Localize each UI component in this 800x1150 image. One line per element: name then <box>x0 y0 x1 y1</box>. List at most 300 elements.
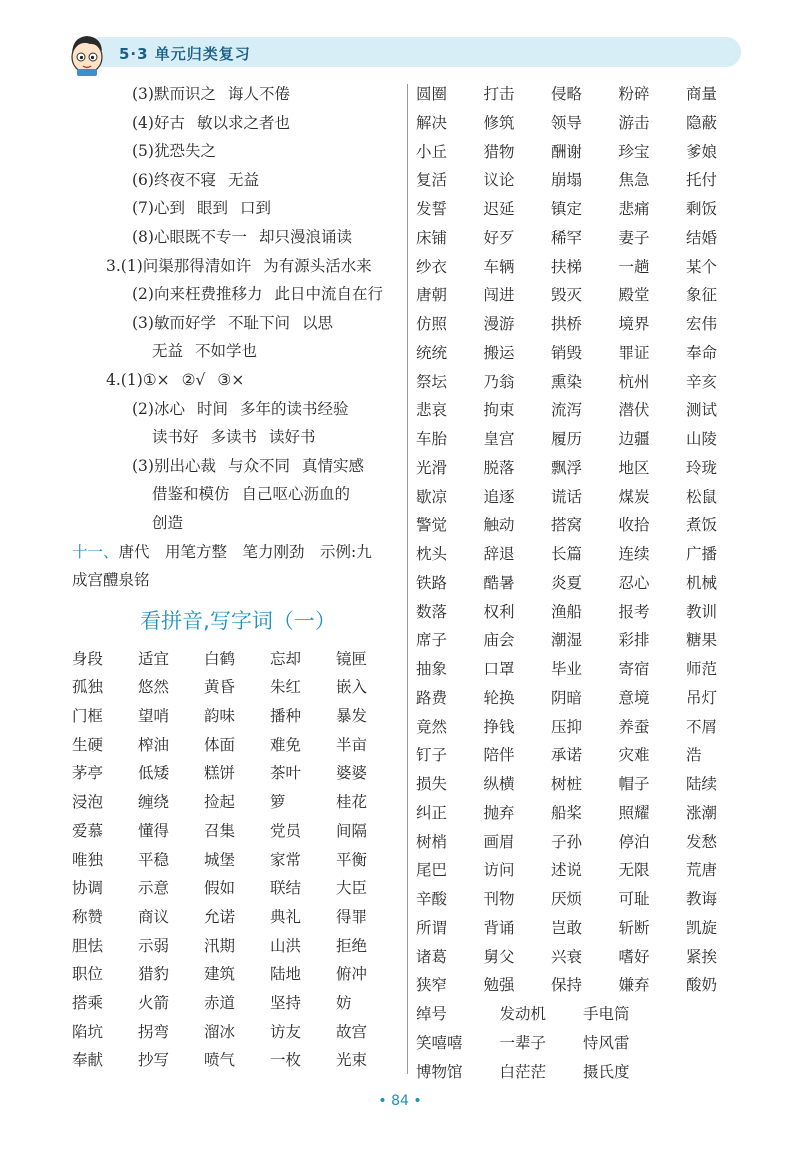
word-item: 婆婆 <box>336 764 368 783</box>
word-item: 榨油 <box>138 735 170 754</box>
word-item: 凯旋 <box>686 918 718 937</box>
word-item: 毕业 <box>551 660 583 678</box>
word-item: 背诵 <box>483 918 515 937</box>
word-item: 拒绝 <box>336 936 368 955</box>
answer-line <box>72 509 404 538</box>
column-divider <box>407 84 408 1074</box>
word-row <box>72 645 404 674</box>
word-item: 教训 <box>686 602 718 621</box>
word-item: 议论 <box>483 171 515 190</box>
word-item: 抽象 <box>416 660 448 678</box>
word-row <box>416 511 756 540</box>
word-item: 岂敢 <box>551 918 583 937</box>
answer-part: (7)心到 <box>132 199 185 218</box>
answer-part: (6)终夜不寝 <box>132 170 216 189</box>
answer-part: ②√ <box>181 370 206 389</box>
word-item: 路费 <box>416 688 448 707</box>
word-item: 得罪 <box>336 907 368 926</box>
word-item: 镇定 <box>551 200 583 218</box>
answer-line <box>72 337 404 366</box>
word-item: 陆地 <box>270 965 302 984</box>
word-item: 潮湿 <box>551 631 583 650</box>
word-item: 箩 <box>270 793 286 812</box>
answer-part: 创造 <box>152 513 184 532</box>
word-row <box>416 425 756 454</box>
word-item: 恃风雷 <box>583 1033 630 1052</box>
word-item: 停泊 <box>618 832 650 851</box>
word-item: 浩 <box>686 746 702 765</box>
word-item: 发动机 <box>499 1005 547 1023</box>
answer-part: 3.(1)问渠那得清如许 <box>106 256 252 275</box>
word-item: 皇宫 <box>483 430 515 448</box>
word-item: 喷气 <box>204 1051 236 1070</box>
word-item: 斩断 <box>618 918 650 937</box>
word-row <box>416 339 756 368</box>
word-item: 溜冰 <box>204 1022 236 1041</box>
word-item: 权利 <box>483 602 515 621</box>
answer-part: 多年的读书经验 <box>239 399 349 418</box>
answer-line <box>72 309 404 338</box>
word-item: 孤独 <box>72 678 104 697</box>
left-column <box>72 80 404 1075</box>
word-item: 猎豹 <box>138 965 170 984</box>
word-item: 床铺 <box>416 228 448 247</box>
word-item: 故宫 <box>336 1022 368 1041</box>
word-item: 联结 <box>270 879 302 898</box>
word-item: 悲哀 <box>416 401 448 420</box>
answer-part: 读好书 <box>269 428 316 447</box>
word-item: 统统 <box>416 343 448 362</box>
word-item: 适宜 <box>138 649 170 668</box>
word-item: 帽子 <box>618 775 650 793</box>
word-item: 漫游 <box>483 315 515 333</box>
word-item: 妻子 <box>618 228 650 247</box>
word-item: 拘束 <box>483 401 515 420</box>
word-item: 口罩 <box>483 660 515 678</box>
word-row <box>416 138 756 167</box>
word-item: 假如 <box>204 879 236 898</box>
word-item: 轮换 <box>483 688 515 707</box>
word-item: 允诺 <box>204 907 236 926</box>
word-item: 火箭 <box>138 993 170 1012</box>
answer-part: 无益 <box>152 342 184 361</box>
header-title: 5·3 单元归类复习 <box>119 45 251 63</box>
word-item: 陆续 <box>686 775 718 793</box>
word-item: 压抑 <box>551 717 583 736</box>
word-item: 隐蔽 <box>686 113 718 132</box>
answer-part: 无益 <box>227 170 259 189</box>
word-item: 游击 <box>618 113 650 132</box>
word-item: 发誓 <box>416 200 448 218</box>
word-item: 难免 <box>270 735 302 754</box>
word-row <box>416 799 756 828</box>
section-11-text-1: 唐代 用笔方整 笔力刚劲 示例:九 <box>118 542 372 561</box>
word-item: 建筑 <box>204 965 236 984</box>
word-item: 收拾 <box>618 516 650 535</box>
word-item: 照耀 <box>618 803 650 822</box>
answer-part: (8)心眼既不专一 <box>132 227 247 246</box>
word-item: 协调 <box>72 879 104 898</box>
word-item: 平稳 <box>138 850 170 869</box>
section-11-text-2: 成宫醴泉铭 <box>72 571 150 590</box>
word-item: 一辈子 <box>499 1033 547 1052</box>
answer-part: 以思 <box>301 313 333 332</box>
answer-part: (2)向来枉费推移力 <box>132 285 263 304</box>
word-item: 焦急 <box>618 171 650 190</box>
word-item: 唐朝 <box>416 286 448 305</box>
word-row <box>72 702 404 731</box>
word-row <box>416 971 756 1000</box>
answer-part: 读书好 <box>152 428 199 447</box>
answer-part: 眼到 <box>196 199 228 218</box>
word-item: 涨潮 <box>686 803 718 822</box>
word-item: 子孙 <box>551 832 583 851</box>
word-item: 抄写 <box>138 1051 170 1070</box>
word-item: 灾难 <box>618 746 650 765</box>
word-item: 间隔 <box>336 821 368 840</box>
word-item: 尾巴 <box>416 861 448 880</box>
word-item: 嫌弃 <box>618 976 650 995</box>
word-item: 忍心 <box>618 573 650 592</box>
word-item: 胆怯 <box>72 936 104 955</box>
word-item: 城堡 <box>204 850 236 869</box>
word-item: 低矮 <box>138 764 170 783</box>
word-item: 发愁 <box>686 832 718 851</box>
word-item: 嗜好 <box>618 947 650 966</box>
word-item: 韵味 <box>204 707 236 726</box>
word-item: 境界 <box>618 315 650 333</box>
word-row <box>416 454 756 483</box>
word-item: 不屑 <box>686 717 718 736</box>
answer-part: 敏以求之者也 <box>196 113 290 132</box>
answer-part: (3)敏而好学 <box>132 313 216 332</box>
word-item: 勉强 <box>483 976 515 995</box>
word-row <box>416 224 756 253</box>
word-row <box>72 817 404 846</box>
word-row <box>416 914 756 943</box>
word-item: 辛亥 <box>686 372 718 391</box>
word-item: 刊物 <box>483 890 515 908</box>
word-item: 好歹 <box>483 228 515 247</box>
word-item: 煤炭 <box>618 487 650 506</box>
word-item: 朱红 <box>270 678 302 697</box>
word-item: 平衡 <box>336 850 368 869</box>
word-item: 忘却 <box>270 649 302 668</box>
word-item: 履历 <box>551 430 583 448</box>
section-title: 看拼音,写字词（一） <box>140 608 336 633</box>
page-number: • 84 • <box>378 1093 422 1109</box>
word-item: 门框 <box>72 707 104 726</box>
word-item: 机械 <box>686 573 718 592</box>
word-item: 追逐 <box>483 487 515 506</box>
word-item: 阴暗 <box>551 688 583 707</box>
word-row <box>416 943 756 972</box>
word-item: 俯冲 <box>336 965 368 984</box>
word-item: 保持 <box>551 976 583 995</box>
word-item: 白茫茫 <box>499 1062 547 1081</box>
word-row <box>416 368 756 397</box>
word-item: 纵横 <box>483 775 515 793</box>
word-item: 半亩 <box>336 735 368 754</box>
word-item: 谎话 <box>551 487 583 506</box>
word-item: 搭乘 <box>72 993 104 1012</box>
word-item: 彩排 <box>618 631 650 650</box>
word-item: 枕头 <box>416 545 448 563</box>
word-row <box>416 1000 756 1029</box>
answer-line <box>72 280 404 309</box>
answer-part: 多读书 <box>210 428 258 447</box>
word-item: 连续 <box>618 545 650 563</box>
word-row <box>416 253 756 282</box>
word-item: 仿照 <box>416 315 448 333</box>
word-item: 拱桥 <box>551 315 583 333</box>
word-item: 陪伴 <box>483 746 515 765</box>
answer-line <box>72 223 404 252</box>
answer-part: (4)好古 <box>132 113 185 132</box>
word-item: 厌烦 <box>551 890 583 908</box>
word-item: 博物馆 <box>416 1062 463 1081</box>
word-item: 所谓 <box>416 918 448 937</box>
answer-part: 不如学也 <box>195 342 258 361</box>
word-item: 酬谢 <box>551 142 583 161</box>
word-item: 奉命 <box>686 343 718 362</box>
word-item: 边疆 <box>618 430 650 448</box>
word-item: 镜匣 <box>336 649 368 668</box>
word-item: 爹娘 <box>686 142 718 161</box>
word-item: 狭窄 <box>416 976 448 995</box>
word-item: 茅亭 <box>72 764 104 783</box>
word-item: 流泻 <box>551 401 583 420</box>
word-item: 渔船 <box>551 602 583 621</box>
word-item: 示弱 <box>138 936 170 955</box>
answer-line <box>72 109 404 138</box>
word-item: 暴发 <box>336 707 368 726</box>
section-11-line-2 <box>72 566 404 595</box>
word-item: 生硬 <box>72 735 104 754</box>
word-item: 数落 <box>416 602 448 621</box>
word-item: 访问 <box>483 861 515 880</box>
answer-part: ③× <box>217 370 245 389</box>
word-item: 珍宝 <box>618 142 650 161</box>
answer-line <box>72 423 404 452</box>
word-item: 抛弃 <box>483 803 515 822</box>
word-row <box>72 759 404 788</box>
word-row <box>416 626 756 655</box>
word-row <box>72 1046 404 1075</box>
word-item: 懂得 <box>138 821 170 840</box>
word-item: 粉碎 <box>618 85 650 103</box>
word-item: 画眉 <box>483 832 515 851</box>
word-row <box>72 846 404 875</box>
answer-part: 不耻下问 <box>227 313 290 332</box>
word-item: 纱衣 <box>416 257 448 276</box>
word-item: 铁路 <box>416 573 448 592</box>
word-item: 师范 <box>686 660 718 678</box>
word-item: 修筑 <box>483 113 515 132</box>
word-item: 侵略 <box>551 85 583 103</box>
answer-list <box>72 80 404 538</box>
word-item: 唯独 <box>72 850 104 869</box>
word-item: 长篇 <box>551 545 583 563</box>
word-item: 稀罕 <box>551 228 583 247</box>
answer-part: (5)犹恐失之 <box>132 142 216 161</box>
word-row <box>416 109 756 138</box>
word-item: 广播 <box>686 545 718 563</box>
word-item: 家常 <box>270 850 302 869</box>
word-row <box>72 874 404 903</box>
word-item: 某个 <box>686 257 718 276</box>
section-11-line-1 <box>72 538 404 567</box>
word-row <box>416 598 756 627</box>
word-row <box>416 80 756 109</box>
word-item: 紧挨 <box>686 947 718 966</box>
answer-part: 口到 <box>239 199 271 218</box>
word-item: 席子 <box>416 631 448 650</box>
word-item: 糕饼 <box>204 764 236 783</box>
word-item: 桂花 <box>336 793 368 812</box>
word-item: 警觉 <box>416 516 448 535</box>
word-row <box>416 885 756 914</box>
answer-line <box>72 395 404 424</box>
word-row <box>416 195 756 224</box>
word-row <box>416 713 756 742</box>
answer-part: 与众不同 <box>227 456 290 475</box>
word-item: 飘浮 <box>551 458 583 477</box>
word-item: 体面 <box>204 735 236 754</box>
word-item: 无限 <box>618 861 650 880</box>
word-row <box>72 731 404 760</box>
word-item: 钉子 <box>416 746 448 765</box>
word-item: 酷暑 <box>483 573 515 592</box>
word-item: 测试 <box>686 401 718 420</box>
word-item: 捡起 <box>204 793 236 812</box>
word-item: 树桩 <box>551 775 583 793</box>
word-item: 脱落 <box>483 458 515 477</box>
word-item: 称赞 <box>72 907 104 926</box>
word-item: 典礼 <box>270 907 302 926</box>
answer-part: 自己呕心沥血的 <box>241 485 351 504</box>
word-item: 望哨 <box>138 707 170 726</box>
word-item: 光滑 <box>416 458 448 477</box>
word-item: 打击 <box>483 85 515 103</box>
word-item: 船桨 <box>551 803 583 822</box>
word-item: 复活 <box>416 171 448 190</box>
word-item: 竟然 <box>416 717 448 736</box>
word-item: 酸奶 <box>686 976 718 995</box>
answer-line <box>72 80 404 109</box>
word-item: 教诲 <box>686 890 718 908</box>
word-row <box>72 788 404 817</box>
word-item: 党员 <box>270 821 302 840</box>
word-row <box>416 1029 756 1058</box>
answer-part: 真情实感 <box>301 456 364 475</box>
word-item: 潜伏 <box>618 401 650 420</box>
answer-line <box>72 366 404 395</box>
answer-part: 此日中流自在行 <box>274 285 383 304</box>
word-item: 可耻 <box>618 890 650 908</box>
word-item: 意境 <box>618 688 650 707</box>
word-item: 陷坑 <box>72 1022 104 1041</box>
word-item: 坚持 <box>270 993 302 1012</box>
word-item: 歇凉 <box>416 487 448 506</box>
word-item: 茶叶 <box>270 764 302 783</box>
word-item: 摄氏度 <box>583 1062 630 1081</box>
word-row <box>416 396 756 425</box>
word-item: 召集 <box>204 821 236 840</box>
answer-line <box>72 137 404 166</box>
word-item: 损失 <box>416 775 448 793</box>
word-item: 车辆 <box>483 257 515 276</box>
word-item: 小丘 <box>416 142 448 161</box>
word-item: 罪证 <box>618 343 650 362</box>
word-item: 身段 <box>72 649 104 668</box>
word-item: 熏染 <box>551 372 583 391</box>
word-item: 毁灭 <box>551 286 583 305</box>
word-item: 嵌入 <box>336 678 368 697</box>
answer-part: 4.(1)①× <box>106 370 170 389</box>
word-item: 圆圈 <box>416 85 448 103</box>
word-row <box>416 770 756 799</box>
word-item: 绰号 <box>416 1005 448 1023</box>
word-item: 庙会 <box>483 631 515 650</box>
answer-part: (3)默而识之 <box>132 85 216 103</box>
word-row <box>72 989 404 1018</box>
word-row <box>416 166 756 195</box>
word-row <box>416 856 756 885</box>
word-item: 结婚 <box>686 228 718 247</box>
word-item: 解决 <box>416 113 448 132</box>
word-item: 煮饭 <box>686 516 718 535</box>
word-item: 崩塌 <box>551 171 583 190</box>
word-item: 手电筒 <box>583 1005 630 1023</box>
word-item: 树梢 <box>416 832 448 851</box>
right-word-grid <box>416 80 756 1086</box>
answer-part: 为有源头活水来 <box>263 256 372 275</box>
word-item: 杭州 <box>618 372 650 391</box>
word-item: 缠绕 <box>138 793 170 812</box>
word-item: 触动 <box>483 516 515 535</box>
word-item: 光束 <box>336 1051 368 1070</box>
word-item: 汛期 <box>204 936 236 955</box>
word-item: 玲珑 <box>686 458 718 477</box>
answer-line <box>72 194 404 223</box>
answer-part: 却只漫浪诵读 <box>258 227 352 246</box>
answer-line <box>72 166 404 195</box>
section-11-label: 十一、 <box>72 542 119 561</box>
word-item: 诸葛 <box>416 947 448 966</box>
word-row <box>416 281 756 310</box>
word-item: 荒唐 <box>686 861 718 880</box>
word-item: 糖果 <box>686 631 718 650</box>
word-item: 山陵 <box>686 430 718 448</box>
word-row <box>416 655 756 684</box>
word-item: 奉献 <box>72 1051 104 1070</box>
word-item: 松鼠 <box>686 487 718 506</box>
word-row <box>416 741 756 770</box>
answer-part: (2)冰心 <box>132 399 185 418</box>
word-item: 爱慕 <box>72 821 104 840</box>
word-item: 妨 <box>336 993 352 1012</box>
word-item: 寄宿 <box>618 660 650 678</box>
left-word-grid <box>72 645 404 1075</box>
word-row <box>416 569 756 598</box>
right-column <box>416 80 756 1086</box>
word-item: 宏伟 <box>686 315 718 333</box>
word-item: 托付 <box>686 171 718 190</box>
word-row <box>416 1058 756 1087</box>
answer-part: 时间 <box>196 399 228 418</box>
word-item: 悠然 <box>138 678 170 697</box>
